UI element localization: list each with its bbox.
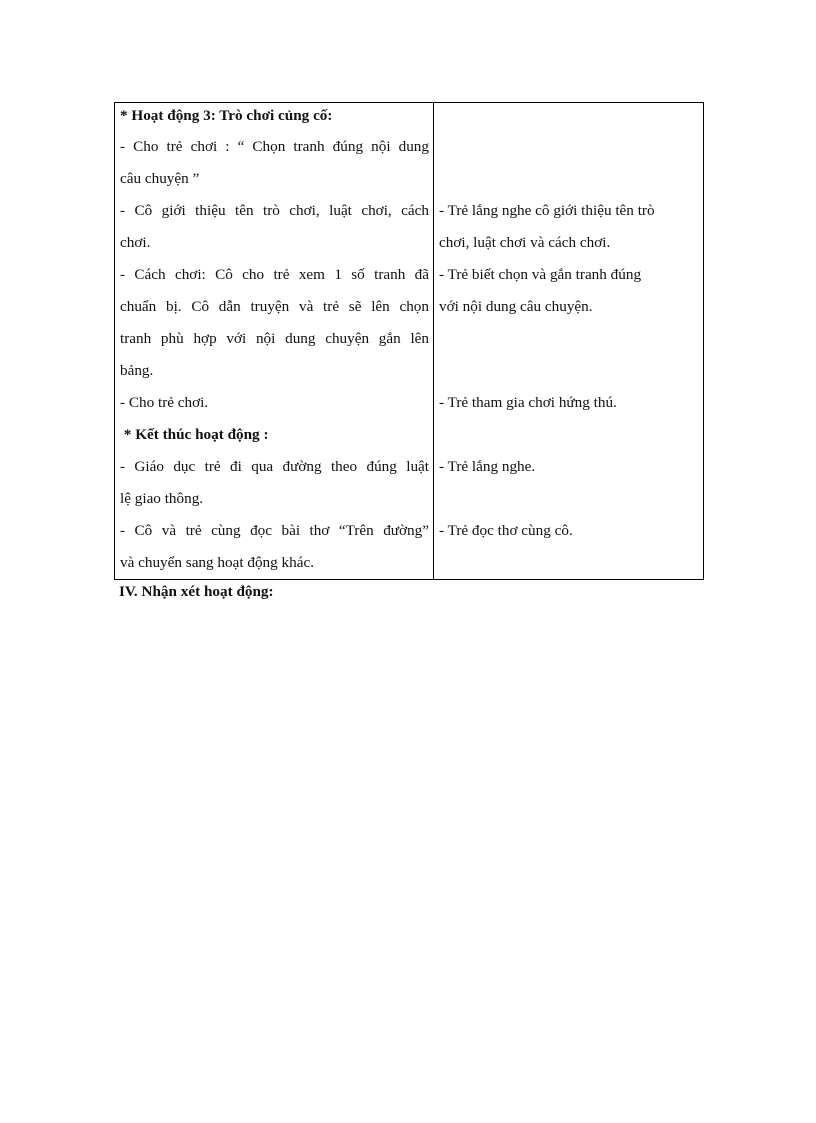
left-line: bảng. — [120, 362, 154, 379]
child-activities-column — [434, 103, 703, 579]
right-line: với nội dung câu chuyện. — [439, 298, 593, 315]
left-line: - Cô giới thiệu tên trò chơi, luật chơi, cách — [120, 202, 429, 219]
left-line: - Cách chơi: Cô cho trẻ xem 1 số tranh đã — [120, 266, 429, 283]
left-line: - Cho trẻ chơi. — [120, 394, 209, 411]
right-line: - Trẻ lắng nghe. — [439, 458, 536, 475]
closing-heading: * Kết thúc hoạt động : — [120, 426, 269, 443]
teacher-activities-column — [115, 103, 434, 579]
activity-3-heading: * Hoạt động 3: Trò chơi củng cố: — [120, 107, 333, 124]
right-line: - Trẻ lắng nghe cô giới thiệu tên trò — [439, 202, 655, 219]
right-line: - Trẻ tham gia chơi hứng thú. — [439, 394, 617, 411]
left-line: câu chuyện ” — [120, 170, 200, 187]
left-line: tranh phù hợp với nội dung chuyện gắn lên — [120, 330, 429, 347]
section-heading: IV. Nhận xét hoạt động: — [119, 583, 274, 600]
right-line: chơi, luật chơi và cách chơi. — [439, 234, 611, 251]
left-line: - Cô và trẻ cùng đọc bài thơ “Trên đường” — [120, 522, 429, 539]
left-line: chơi. — [120, 234, 151, 251]
right-line: - Trẻ đọc thơ cùng cô. — [439, 522, 573, 539]
activity-table — [114, 102, 704, 580]
left-line: - Cho trẻ chơi : “ Chọn tranh đúng nội dung — [120, 138, 429, 155]
right-line: - Trẻ biết chọn và gắn tranh đúng — [439, 266, 642, 283]
left-line: - Giáo dục trẻ đi qua đường theo đúng luật — [120, 458, 429, 475]
left-line: lệ giao thông. — [120, 490, 204, 507]
left-line: và chuyển sang hoạt động khác. — [120, 554, 315, 571]
left-line: chuẩn bị. Cô dẫn truyện và trẻ sẽ lên chọn — [120, 298, 429, 315]
